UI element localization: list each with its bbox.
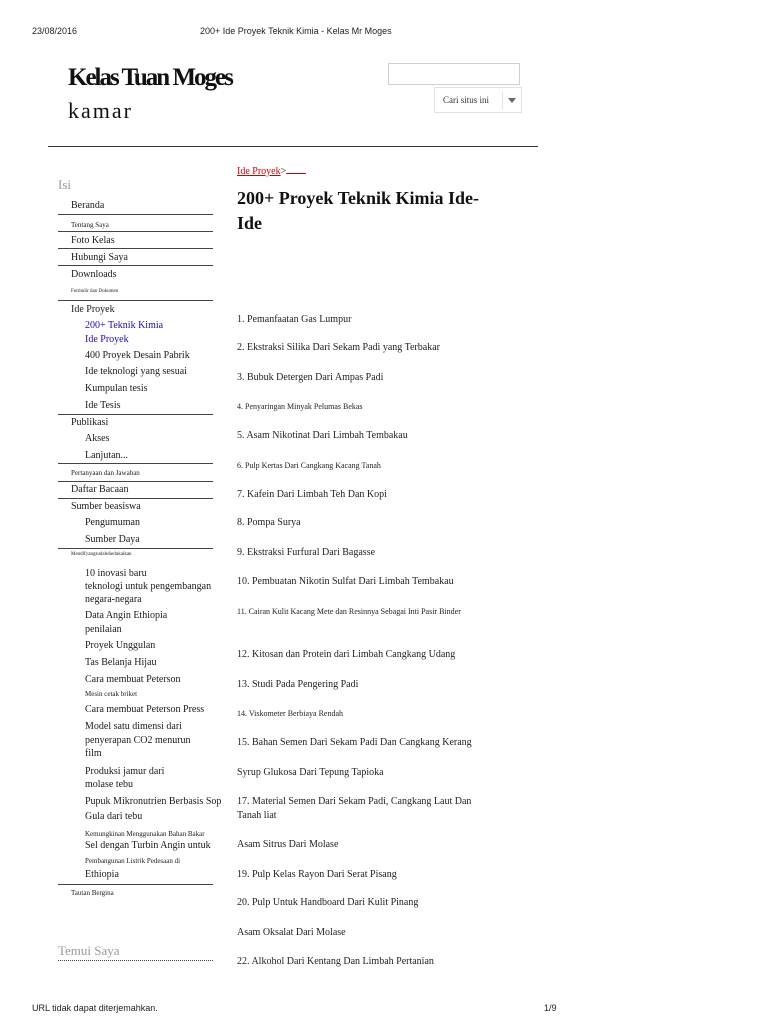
sidebar-item-tanya-jawab[interactable]: Pertanyaan dan Jawaban bbox=[71, 469, 140, 477]
sidebar-item-downloads[interactable]: Downloads bbox=[71, 269, 117, 280]
project-item: Asam Oksalat Dari Molase bbox=[237, 927, 346, 938]
sidebar-item-pengumuman[interactable]: Pengumuman bbox=[85, 517, 140, 528]
sidebar-item-bahan-bakar-line4[interactable]: Ethiopia bbox=[85, 869, 119, 880]
sidebar-item-ide-tesis[interactable]: Ide Tesis bbox=[85, 400, 121, 411]
sidebar-item-diedukasikan[interactable]: Mendifyangsudahdiedukaikan bbox=[71, 552, 132, 557]
sidebar-item-sumber-daya[interactable]: Sumber Daya bbox=[85, 534, 140, 545]
dropdown-divider bbox=[502, 92, 503, 110]
print-footer-note: URL tidak dapat diterjemahkan. bbox=[32, 1003, 158, 1013]
sidebar-item-beasiswa[interactable]: Sumber beasiswa bbox=[71, 501, 141, 512]
sidebar-divider bbox=[58, 214, 213, 215]
sidebar-item-peterson-press[interactable]: Cara membuat Peterson Press bbox=[85, 704, 205, 715]
site-subtitle: kamar bbox=[68, 98, 133, 123]
sidebar-item-mesin-briket[interactable]: Mesin cetak briket bbox=[85, 690, 138, 698]
sidebar-item-beranda[interactable]: Beranda bbox=[71, 200, 105, 211]
sidebar-divider bbox=[58, 248, 213, 249]
sidebar-item-tentang-saya[interactable]: Tentang Saya bbox=[71, 221, 109, 229]
print-date: 23/08/2016 bbox=[32, 26, 78, 36]
sidebar-item-bahan-bakar-line3[interactable]: Pembangunan Listrik Pedesaan di bbox=[85, 857, 181, 865]
sidebar-divider bbox=[58, 231, 213, 232]
sidebar-item-akses[interactable]: Akses bbox=[85, 433, 110, 444]
sidebar-item-bahan-bakar-line2[interactable]: Sel dengan Turbin Angin untuk bbox=[85, 840, 211, 851]
print-page-title: 200+ Ide Proyek Teknik Kimia - Kelas Mr Moges bbox=[200, 26, 392, 36]
project-item: 4. Penyaringan Minyak Pelumas Bekas bbox=[237, 402, 363, 411]
sidebar-item-jamur-line2[interactable]: molase tebu bbox=[85, 779, 134, 790]
sidebar-item-model-co2-line3[interactable]: film bbox=[85, 748, 102, 759]
sidebar-item-teknik-kimia[interactable]: 200+ Teknik Kimia bbox=[85, 320, 164, 331]
project-item: 10. Pembuatan Nikotin Sulfat Dari Limbah Tembakau bbox=[237, 576, 454, 587]
sidebar-item-ide-proyek-sub[interactable]: Ide Proyek bbox=[85, 334, 129, 345]
sidebar-item-model-co2-line2[interactable]: penyerapan CO2 menurun bbox=[85, 735, 191, 746]
sidebar-item-penilaian[interactable]: penilaian bbox=[85, 624, 122, 635]
sidebar-item-pupuk-line2[interactable]: Gula dari tebu bbox=[85, 811, 143, 822]
sidebar-heading: Isi bbox=[58, 177, 71, 192]
project-item: 20. Pulp Untuk Handboard Dari Kulit Pinang bbox=[237, 897, 419, 908]
sidebar-item-foto-kelas[interactable]: Foto Kelas bbox=[71, 235, 115, 246]
sidebar-item-inovasi[interactable]: 10 inovasi baru bbox=[85, 568, 147, 579]
sidebar-item-bahan-bakar[interactable]: Kemungkinan Menggunakan Bahan Bakar bbox=[85, 830, 205, 838]
sidebar-item-formulir[interactable]: Formulir dan Dokumen bbox=[71, 289, 119, 294]
sidebar-item-inovasi-line2[interactable]: teknologi untuk pengembangan bbox=[85, 581, 212, 592]
print-header bbox=[32, 26, 732, 40]
sidebar-item-desain-pabrik[interactable]: 400 Proyek Desain Pabrik bbox=[85, 350, 190, 361]
sidebar-item-lanjutan[interactable]: Lanjutan... bbox=[85, 450, 129, 461]
sidebar-item-kumpulan-tesis[interactable]: Kumpulan tesis bbox=[85, 383, 148, 394]
site-title[interactable]: Kelas Tuan Moges bbox=[68, 64, 232, 91]
project-item: 6. Pulp Kertas Dari Cangkang Kacang Tanah bbox=[237, 461, 381, 470]
sidebar-item-proyek-unggulan[interactable]: Proyek Unggulan bbox=[85, 640, 156, 651]
sidebar-item-hubungi-saya[interactable]: Hubungi Saya bbox=[71, 252, 128, 263]
sidebar-dotted-divider bbox=[58, 960, 213, 961]
sidebar-divider bbox=[58, 300, 213, 301]
project-item: 12. Kitosan dan Protein dari Limbah Cangkang Udang bbox=[237, 649, 456, 660]
project-item: 7. Kafein Dari Limbah Teh Dan Kopi bbox=[237, 489, 387, 500]
sidebar-item-ide-proyek[interactable]: Ide Proyek bbox=[71, 304, 115, 315]
sidebar-item-jamur[interactable]: Produksi jamur dari bbox=[85, 766, 165, 777]
sidebar-item-daftar-bacaan[interactable]: Daftar Bacaan bbox=[71, 484, 129, 495]
sidebar-item-tas-belanja[interactable]: Tas Belanja Hijau bbox=[85, 657, 157, 668]
project-item: 8. Pompa Surya bbox=[237, 517, 301, 528]
sidebar-divider bbox=[58, 884, 213, 885]
breadcrumb bbox=[237, 166, 306, 177]
project-item: 14. Viskometer Berbiaya Rendah bbox=[237, 709, 344, 718]
breadcrumb-separator: > bbox=[280, 166, 287, 177]
project-item: 9. Ekstraksi Furfural Dari Bagasse bbox=[237, 547, 376, 558]
search-scope-dropdown[interactable] bbox=[434, 87, 522, 113]
search-scope-label: Cari situs ini bbox=[443, 95, 490, 105]
sidebar-item-publikasi[interactable]: Publikasi bbox=[71, 417, 109, 428]
project-item: 2. Ekstraksi Silika Dari Sekam Padi yang Terbakar bbox=[237, 342, 440, 353]
page-title: 200+ Proyek Teknik Kimia Ide-Ide bbox=[237, 188, 479, 233]
sidebar-item-peterson[interactable]: Cara membuat Peterson bbox=[85, 674, 181, 685]
sidebar bbox=[58, 176, 222, 958]
project-item: 3. Bubuk Detergen Dari Ampas Padi bbox=[237, 372, 384, 383]
project-item: 5. Asam Nikotinat Dari Limbah Tembakau bbox=[237, 430, 408, 441]
project-item: 19. Pulp Kelas Rayon Dari Serat Pisang bbox=[237, 869, 397, 880]
sidebar-item-teknologi[interactable]: Ide teknologi yang sesuai bbox=[85, 366, 187, 377]
sidebar-item-model-co2[interactable]: Model satu dimensi dari bbox=[85, 721, 182, 732]
sidebar-divider bbox=[58, 481, 213, 482]
sidebar-divider bbox=[58, 498, 213, 499]
project-item: 1. Pemanfaatan Gas Lumpur bbox=[237, 314, 352, 325]
search-input[interactable] bbox=[388, 63, 520, 85]
sidebar-footer-heading: Temui Saya bbox=[58, 943, 120, 958]
project-item: 17. Material Semen Dari Sekam Padi, Cangkang Laut Dan Tanah liat bbox=[237, 796, 472, 821]
page-number: 1/9 bbox=[544, 1003, 557, 1013]
project-item: 11. Cairan Kulit Kacang Mete dan Resinnya Sebagai Inti Pasir Binder bbox=[237, 607, 461, 616]
sidebar-item-pupuk[interactable]: Pupuk Mikronutrien Berbasis Sop bbox=[85, 796, 222, 807]
sidebar-item-data-angin[interactable]: Data Angin Ethiopia bbox=[85, 610, 168, 621]
project-item: Asam Sitrus Dari Molase bbox=[237, 839, 339, 850]
chevron-down-icon[interactable] bbox=[508, 98, 516, 103]
header-divider bbox=[48, 146, 538, 147]
project-item: 22. Alkohol Dari Kentang Dan Limbah Pertanian bbox=[237, 956, 434, 967]
project-item: 13. Studi Pada Pengering Padi bbox=[237, 679, 359, 690]
sidebar-item-inovasi-line3[interactable]: negara-negara bbox=[85, 594, 142, 605]
sidebar-divider bbox=[58, 265, 213, 266]
sidebar-item-tautan[interactable]: Tautan Bergina bbox=[71, 889, 114, 897]
sidebar-divider bbox=[58, 414, 213, 415]
project-item: 15. Bahan Semen Dari Sekam Padi Dan Cangkang Kerang bbox=[237, 737, 472, 748]
print-footer bbox=[32, 1003, 732, 1017]
breadcrumb-underline bbox=[286, 173, 306, 174]
project-item: Syrup Glukosa Dari Tepung Tapioka bbox=[237, 767, 384, 778]
sidebar-divider bbox=[58, 463, 213, 464]
breadcrumb-link[interactable]: Ide Proyek bbox=[237, 166, 281, 177]
